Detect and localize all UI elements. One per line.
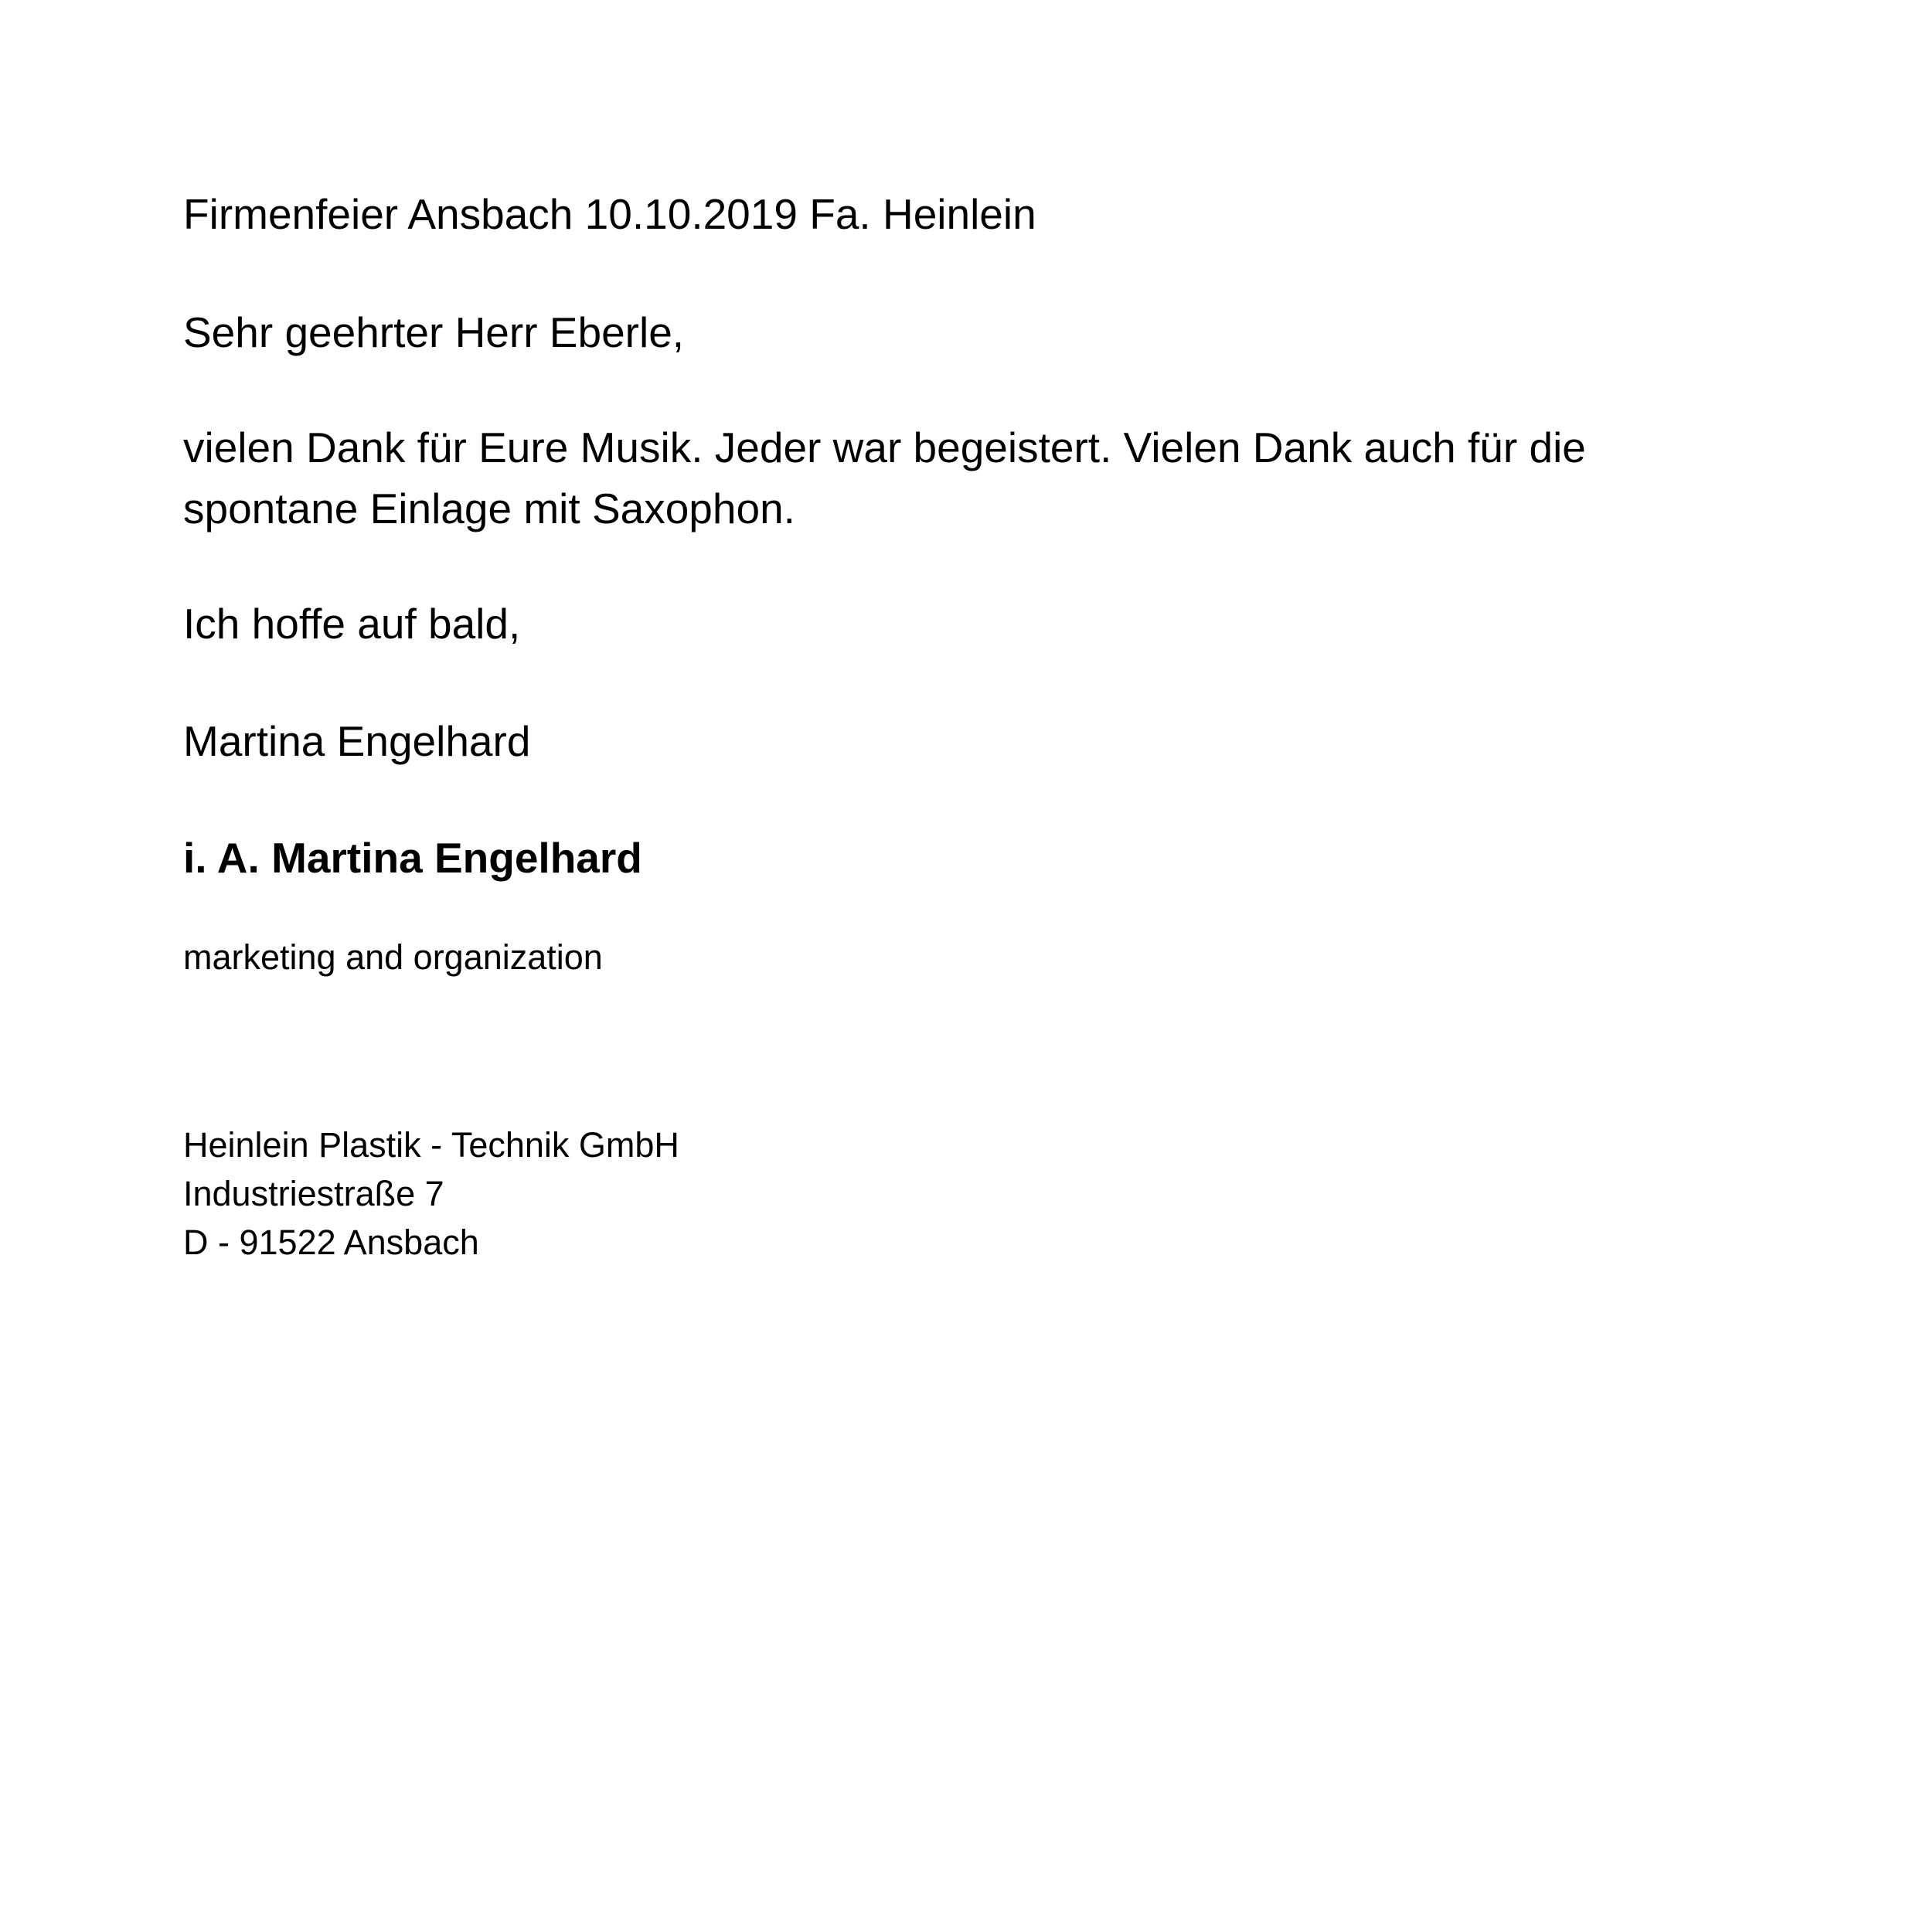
letter-body-line: vielen Dank für Eure Musik. Jeder war begeistert. Vielen Dank auch für die (183, 423, 1586, 471)
letter-closing: Ich hoffe auf bald, (183, 600, 521, 648)
company-city: D - 91522 Ansbach (183, 1223, 479, 1262)
letter-body-line: spontane Einlage mit Saxophon. (183, 485, 795, 532)
letter-subject: Firmenfeier Ansbach 10.10.2019 Fa. Heinlein (183, 190, 1036, 238)
signature-role: marketing and organization (183, 937, 603, 977)
company-name: Heinlein Plastik - Technik GmbH (183, 1125, 679, 1165)
letter-salutation: Sehr geehrter Herr Eberle, (183, 308, 685, 356)
signature-on-behalf: i. A. Martina Engelhard (183, 834, 642, 882)
company-street: Industriestraße 7 (183, 1174, 444, 1213)
signature-name: Martina Engelhard (183, 717, 531, 765)
